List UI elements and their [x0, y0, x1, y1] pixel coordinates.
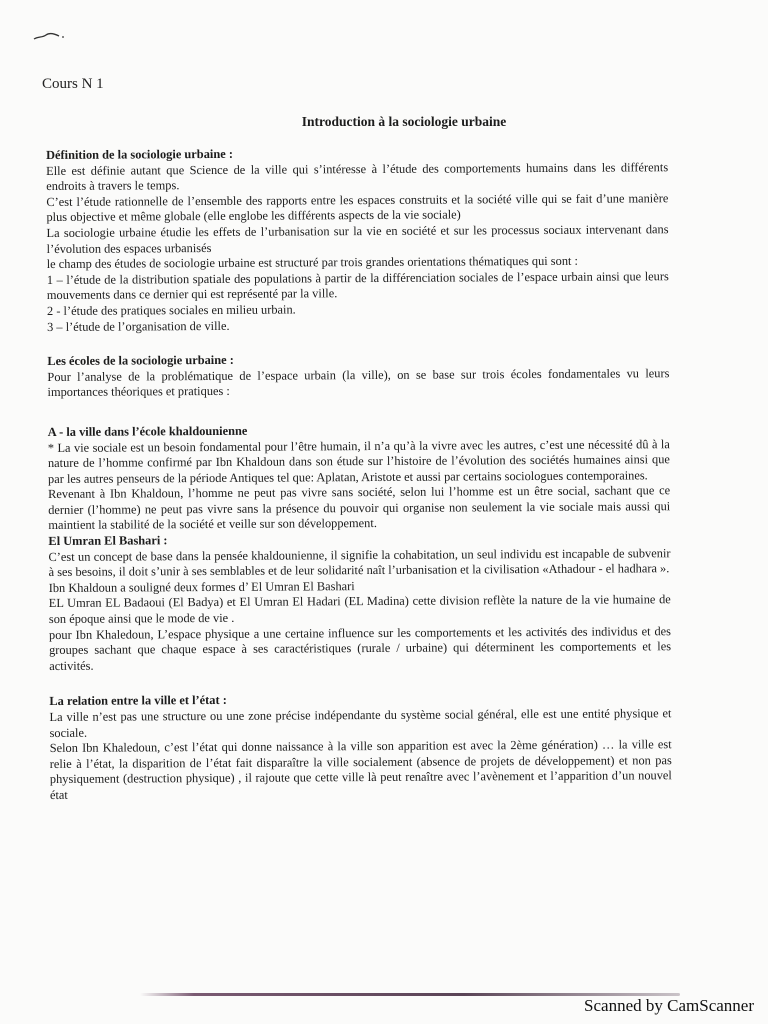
page-title: Introduction à la sociologie urbaine	[301, 114, 507, 129]
paragraph: EL Umran EL Badaoui (El Badya) et El Umran El Hadari (EL Madina) cette division reflète la nature de la vie humaine de son époque ainsi que le mode de vie .	[48, 592, 671, 627]
paragraph: La ville n’est pas une structure ou une zone précise indépendante du système social général, elle est une entité physique et sociale.	[49, 706, 672, 740]
paragraph: Elle est définie autant que Science de la ville qui s’intéresse à l’étude des comportements humains dans les différents endroits à travers le temps.	[46, 159, 669, 194]
paragraph: C’est un concept de base dans la pensée khaldounienne, il signifie la cohabitation, un seul individu est incapable de subvenir à ses besoins, il doit s’unir à ses semblables et de leur solidarité naît l’urbanisation et la civilisation «Athadour - el hadhara ».	[48, 545, 671, 580]
paragraph: C’est l’étude rationnelle de l’ensemble des rapports entre les espaces construits et la société ville qui se fait d’une manière plus objective et même globale (elle englobe les différents aspects de la vie sociale)	[46, 190, 669, 225]
section-umran	[48, 530, 671, 674]
section-relation	[49, 691, 672, 804]
paragraph: * La vie sociale est un besoin fondamental pour l’être humain, il n’a qu’à la vivre avec les autres, c’est une nécessité dû à la nature de l’homme confirmé par Ibn Khaldoun dans son étude sur l’histoire de l’évolution des sociétés humaines ainsi que par les autres penseurs de la période Antiques tel que: Aplatan, Aristote et aussi par certains sociologues contemporaines.	[47, 436, 670, 486]
section-heading: Définition de la sociologie urbaine :	[46, 146, 233, 162]
section-heading: La relation entre la ville et l’état :	[49, 693, 227, 709]
list-item: 1 – l’étude de la distribution spatiale des populations à partir de la différenciation sociales de l’espace urbain ainsi que leurs mouvements dans ce dernier qui est représenté par la ville.	[46, 268, 669, 303]
scanner-watermark: Scanned by CamScanner	[584, 996, 754, 1015]
paragraph: le champ des études de sociologie urbaine est structuré par trois grandes orientations thématiques qui sont :	[46, 253, 579, 272]
document-body	[46, 144, 672, 803]
paragraph: La sociologie urbaine étudie les effets de l’urbanisation sur la vie en société et sur les processus sociaux intervenant dans l’évolution des espaces urbanisés	[46, 222, 669, 256]
list-item: 2 - l’étude des pratiques sociales en milieu urbain.	[46, 302, 296, 318]
course-label: Cours N 1	[42, 76, 104, 92]
paragraph: pour Ibn Khaledoun, L’espace physique a une certaine influence sur les comportements et les activités des individus et des groupes sachant que chaque espace à ses caractéristiques (rurale / urbaine) qui déterminent les comportements et les activités.	[48, 623, 672, 673]
pen-mark-icon	[33, 28, 67, 42]
section-heading: El Umran El Bashari :	[48, 533, 168, 549]
section-definition	[46, 144, 669, 335]
section-ecoles	[47, 350, 669, 401]
section-heading: A - la ville dans l’école khaldounienne	[47, 423, 248, 439]
section-heading: Les écoles de la sociologie urbaine :	[47, 352, 234, 369]
paragraph: Pour l’analyse de la problématique de l’espace urbain (la ville), on se base sur trois écoles fondamentales vu leurs importances théoriques et pratiques :	[47, 365, 670, 400]
paragraph: Ibn Khaldoun a souligné deux formes d’ El Umran El Bashari	[48, 578, 355, 595]
list-item: 3 – l’étude de l’organisation de ville.	[47, 318, 230, 334]
paragraph: Revenant à Ibn Khaldoun, l’homme ne peut pas vivre sans société, selon lui l’homme est un être social, sachant que ce dernier (l’homme) ne peut pas vivre sans la présence du pouvoir qui organise non seulement la vie sociale mais aussi qui maintient la stabilité de la société et veille sur son développement.	[48, 483, 671, 533]
section-khaldounienne	[48, 421, 671, 534]
paragraph: Selon Ibn Khaledoun, c’est l’état qui donne naissance à la ville son apparition est avec la 2ème génération) … la ville est relie à l’état, la disparition de l’état fait disparaître la ville socialement (absence de projets de développement) et non pas physiquement (destruction physique) , il rajoute que cette ville là peut renaître avec l’avènement et l’apparition d’un nouvel état	[49, 737, 672, 802]
